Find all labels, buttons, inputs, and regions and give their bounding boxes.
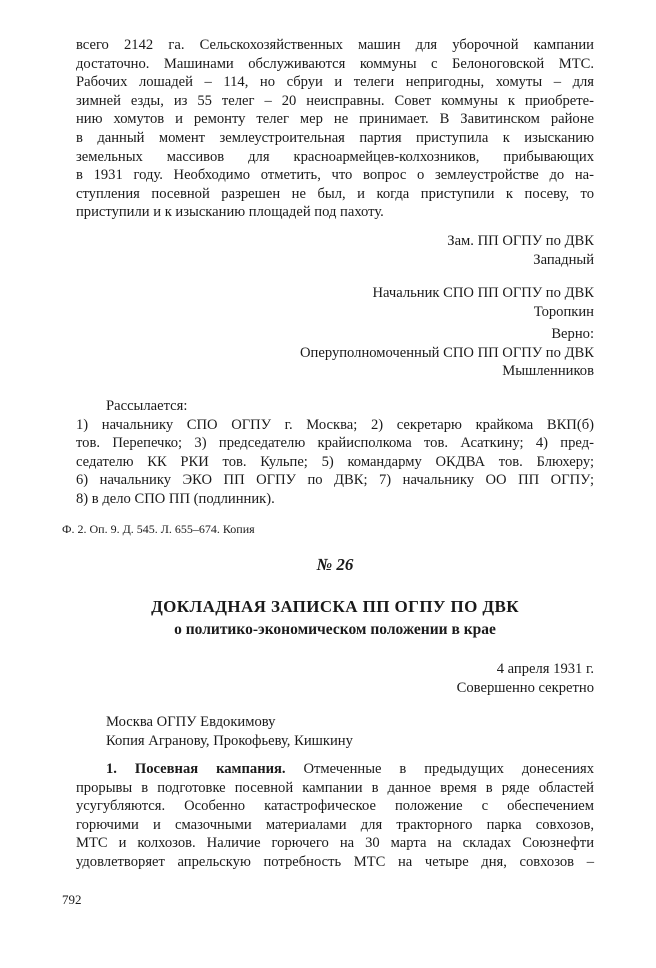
- paragraph-line: зимней езды, из 55 телег – 20 неисправны. Совет коммуны к приобрете-: [76, 92, 594, 109]
- page-number: 792: [62, 892, 82, 907]
- signature-chief: [76, 284, 594, 321]
- addressee-line: Копия Агранову, Прокофьеву, Кишкину: [106, 732, 353, 749]
- signature-name: Западный: [533, 251, 594, 268]
- signature-name: Торопкин: [533, 303, 594, 320]
- section-line: горючими и смазочными материалами для тракторного парка совхозов,: [76, 816, 594, 833]
- source-reference: Ф. 2. Оп. 9. Д. 545. Л. 655–674. Копия: [62, 522, 255, 536]
- section-heading: 1. Посевная кампания.: [106, 761, 286, 777]
- signature-title: Начальник СПО ПП ОГПУ по ДВК: [372, 285, 594, 301]
- verified-label: Верно:: [551, 326, 594, 342]
- section-first-line: [76, 760, 594, 779]
- top-paragraph: [76, 36, 594, 222]
- signature-title: Оперуполномоченный СПО ПП ОГПУ по ДВК: [300, 344, 594, 361]
- document-date: 4 апреля 1931 г.: [496, 661, 594, 677]
- signature-name: Мышленников: [502, 363, 594, 380]
- document-subtitle: о политико-экономическом положении в крае: [174, 621, 496, 638]
- section-1: [76, 760, 594, 872]
- section-line: прорывы в подготовке посевной кампании в данное время в ряде областей: [76, 779, 594, 796]
- distribution-heading: Рассылается:: [106, 398, 188, 414]
- paragraph-line: в данный момент землеустроительная партия приступила к изысканию: [76, 129, 594, 146]
- paragraph-line: в 1931 году. Необходимо отметить, что вопрос о землеустройстве до на-: [76, 167, 594, 184]
- distribution-line: 1) начальнику СПО ОГПУ г. Москва; 2) секретарю крайкома ВКП(б): [76, 416, 594, 433]
- date-block: [76, 660, 594, 697]
- section-first-line-text: Отмеченные в предыдущих донесениях: [303, 761, 594, 777]
- document-number: № 26: [316, 555, 354, 574]
- signature-deputy: [76, 232, 594, 269]
- signature-title: Зам. ПП ОГПУ по ДВК: [447, 233, 594, 249]
- distribution-list: [76, 397, 594, 509]
- paragraph-line: всего 2142 га. Сельскохозяйственных машин для уборочной кампании: [76, 37, 594, 53]
- addressees: [76, 713, 594, 750]
- paragraph-line: ступления посевной разрешен не был, и когда приступили к посеву, то: [76, 185, 594, 202]
- distribution-line: 8) в дело СПО ПП (подлинник).: [76, 490, 275, 507]
- classification-label: Совершенно секретно: [456, 679, 594, 696]
- paragraph-line: Рабочих лошадей – 114, но сбруи и телеги непригодны, хомуты – для: [76, 74, 594, 91]
- document-title: ДОКЛАДНАЯ ЗАПИСКА ПП ОГПУ ПО ДВК: [151, 597, 519, 616]
- paragraph-line: приступили и к изысканию площадей под пахоту.: [76, 204, 384, 221]
- signature-officer: [76, 325, 594, 381]
- section-line: усугубляются. Особенно катастрофическое положение с обеспечением: [76, 798, 594, 815]
- paragraph-line: достаточно. Машинами обслуживаются коммуны с Белоноговской МТС.: [76, 55, 594, 72]
- paragraph-line: нию хомутов и ремонту телег мер не принимает. В Завитинском районе: [76, 111, 594, 128]
- distribution-line: седателю КК РКИ тов. Кульпе; 5) командарму ОКДВА тов. Блюхеру;: [76, 453, 594, 470]
- distribution-line: тов. Перепечко; 3) председателю крайисполкома тов. Асаткину; 4) пред-: [76, 435, 594, 452]
- distribution-line: 6) начальнику ЭКО ПП ОГПУ по ДВК; 7) начальнику ОО ПП ОГПУ;: [76, 472, 594, 489]
- section-line: МТС и колхозов. Наличие горючего на 30 марта на складах Союзнефти: [76, 835, 594, 852]
- section-line: удовлетворяет апрельскую потребность МТС на четыре дня, совхозов –: [76, 853, 594, 870]
- addressee-line: Москва ОГПУ Евдокимову: [106, 714, 276, 730]
- paragraph-line: земельных массивов для красноармейцев-колхозников, прибывающих: [76, 148, 594, 165]
